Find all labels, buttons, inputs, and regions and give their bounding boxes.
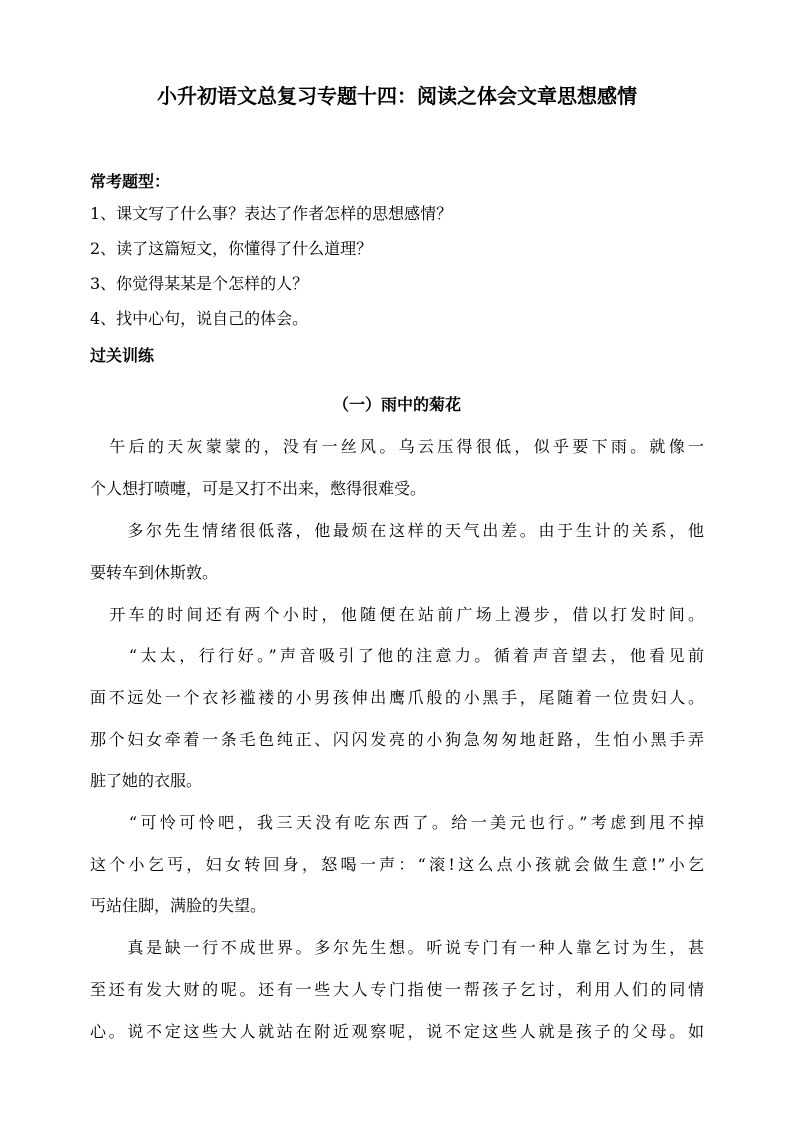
story-line: 至还有发大财的呢。还有一些大人专门指使一帮孩子乞讨，利用人们的同情 [90, 980, 704, 999]
story-line: 丐站住脚，满脸的失望。 [90, 896, 267, 915]
question-item-3: 3、你觉得某某是个怎样的人？ [90, 274, 309, 293]
story-line: 个人想打喷嚏，可是又打不出来，憋得很难受。 [90, 479, 427, 498]
story-line: 那个妇女牵着一条毛色纯正、闪闪发亮的小狗急匆匆地赶路，生怕小黑手弄 [90, 730, 704, 749]
question-item-2: 2、读了这篇短文，你懂得了什么道理？ [90, 239, 373, 258]
story-line: 多尔先生情绪很低落，他最烦在这样的天气出差。由于生计的关系，他 [90, 521, 704, 540]
story-line: 脏了她的衣服。 [90, 771, 203, 790]
story-line: 心。说不定这些大人就站在附近观察呢，说不定这些人就是孩子的父母。如 [90, 1022, 704, 1041]
question-item-4: 4、找中心句，说自己的体会。 [90, 309, 309, 328]
story-line: 午后的天灰蒙蒙的，没有一丝风。乌云压得很低，似乎要下雨。就像一 [90, 437, 704, 456]
story-line: 开车的时间还有两个小时，他随便在站前广场上漫步，借以打发时间。 [90, 605, 704, 624]
story-line: 面不远处一个衣衫褴褛的小男孩伸出鹰爪般的小黑手，尾随着一位贵妇人。 [90, 688, 704, 707]
story-line: 真是缺一行不成世界。多尔先生想。听说专门有一种人靠乞讨为生，甚 [90, 938, 704, 957]
training-heading: 过关训练 [90, 346, 155, 365]
story-line: 这个小乞丐，妇女转回身，怒喝一声：“滚!这么点小孩就会做生意!”小乞 [90, 855, 704, 874]
question-types-heading: 常考题型： [90, 172, 171, 191]
story-line: 要转车到休斯敦。 [90, 563, 219, 582]
document-title: 小升初语文总复习专题十四：阅读之体会文章思想感情 [157, 84, 637, 108]
story-title: （一）雨中的菊花 [332, 395, 461, 414]
story-line: “太太，行行好。”声音吸引了他的注意力。循着声音望去，他看见前 [90, 646, 704, 665]
story-line: “可怜可怜吧，我三天没有吃东西了。给一美元也行。”考虑到甩不掉 [90, 813, 704, 832]
question-item-1: 1、课文写了什么事？表达了作者怎样的思想感情？ [90, 204, 453, 223]
